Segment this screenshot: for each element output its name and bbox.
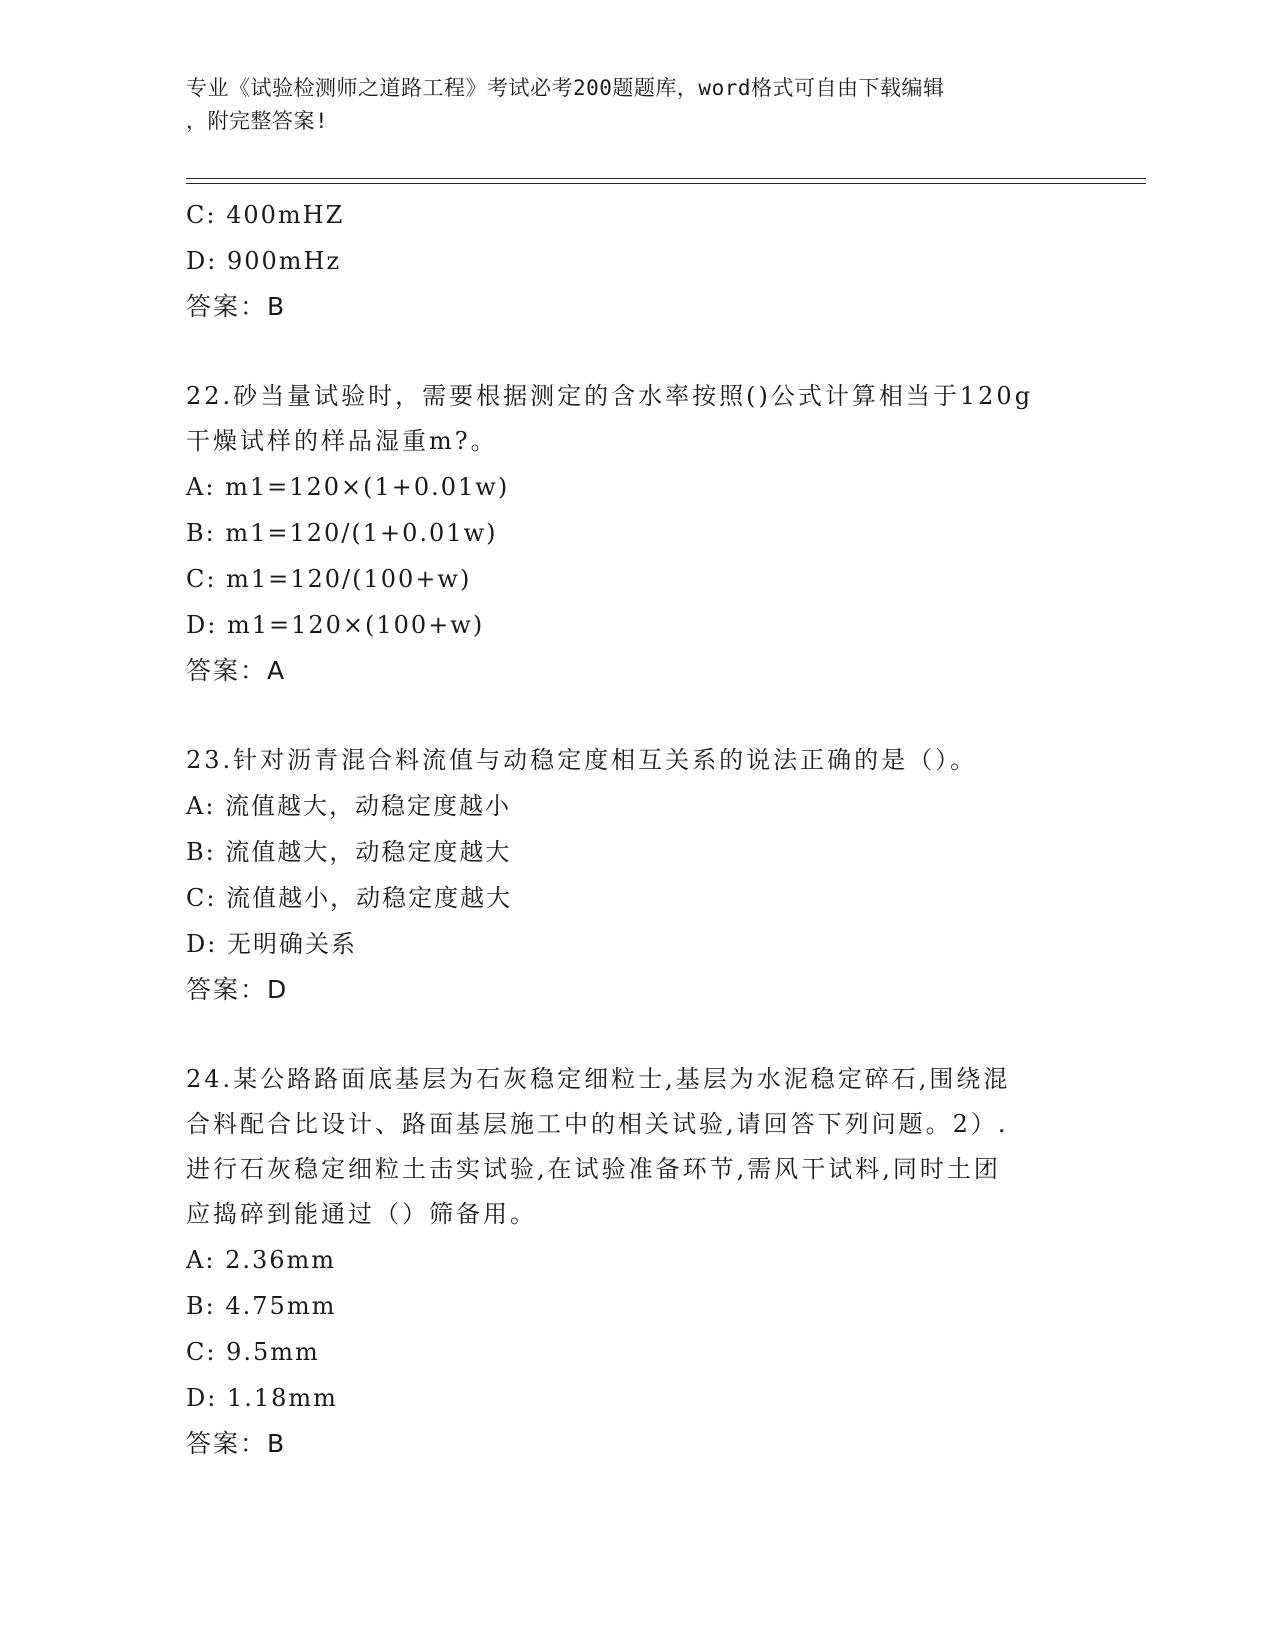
option-letter: B:	[186, 838, 216, 866]
option-letter: D:	[186, 247, 218, 275]
option-letter: A:	[186, 792, 216, 820]
stem-line: 干燥试样的样品湿重m?。	[186, 427, 498, 455]
question-stem	[186, 1057, 1086, 1237]
option-a	[186, 783, 1086, 829]
header-title-line-2: ，附完整答案!	[186, 109, 329, 133]
option-letter: C:	[186, 884, 217, 912]
question-stem	[186, 738, 1086, 783]
option-text: 400mHZ	[226, 201, 345, 229]
option-text: m1=120/(100+w)	[226, 565, 472, 593]
option-d	[186, 921, 1086, 967]
answer-line: 答案：B	[186, 1429, 287, 1458]
answer-line: 答案：B	[186, 292, 287, 321]
question-23	[186, 738, 1086, 1013]
question-stem	[186, 374, 1086, 464]
option-text: 2.36mm	[225, 1246, 337, 1274]
option-a	[186, 464, 1086, 510]
option-text: 流值越大，动稳定度越小	[225, 792, 512, 820]
answer-line: 答案：A	[186, 656, 287, 685]
option-letter: C:	[186, 565, 217, 593]
option-letter: D:	[186, 611, 218, 639]
question-content	[186, 192, 1086, 1467]
option-d	[186, 602, 1086, 648]
option-d	[186, 1375, 1086, 1421]
header-divider-secondary	[186, 183, 1146, 184]
option-c	[186, 1329, 1086, 1375]
option-letter: D:	[186, 930, 218, 958]
option-c	[186, 875, 1086, 921]
option-letter: A:	[186, 473, 216, 501]
stem-line: 24.某公路路面底基层为石灰稳定细粒士,基层为水泥稳定碎石,围绕混	[186, 1065, 1011, 1093]
option-letter: B:	[186, 1292, 216, 1320]
option-letter: C:	[186, 1338, 217, 1366]
option-letter: B:	[186, 519, 216, 547]
option-text: m1=120×(1+0.01w)	[225, 473, 510, 501]
page-header	[186, 72, 1086, 138]
option-text: 流值越大，动稳定度越大	[225, 838, 512, 866]
option-letter: D:	[186, 1384, 218, 1412]
option-text: 流值越小，动稳定度越大	[226, 884, 513, 912]
option-letter: A:	[186, 1246, 216, 1274]
option-b	[186, 510, 1086, 556]
option-text: 4.75mm	[225, 1292, 337, 1320]
option-d	[186, 238, 1086, 284]
stem-line: 合料配合比设计、路面基层施工中的相关试验,请回答下列问题。2）.	[186, 1110, 1009, 1138]
option-c	[186, 192, 1086, 238]
stem-line: 应捣碎到能通过（）筛备用。	[186, 1200, 537, 1228]
stem-line: 22.砂当量试验时，需要根据测定的含水率按照()公式计算相当于120g	[186, 382, 1034, 410]
option-b	[186, 1283, 1086, 1329]
question-24	[186, 1057, 1086, 1467]
answer-line: 答案：D	[186, 975, 289, 1004]
option-a	[186, 1237, 1086, 1283]
option-text: m1=120×(100+w)	[226, 611, 485, 639]
header-title-line-1: 专业《试验检测师之道路工程》考试必考200题题库，word格式可自由下载编辑	[186, 76, 945, 100]
previous-question-fragment	[186, 192, 1086, 330]
stem-line: 23.针对沥青混合料流值与动稳定度相互关系的说法正确的是（）。	[186, 746, 978, 774]
option-text: 900mHz	[226, 247, 342, 275]
option-text: 9.5mm	[226, 1338, 320, 1366]
option-text: m1=120/(1+0.01w)	[225, 519, 498, 547]
option-text: 无明确关系	[226, 930, 357, 958]
option-c	[186, 556, 1086, 602]
option-text: 1.18mm	[226, 1384, 338, 1412]
option-b	[186, 829, 1086, 875]
option-letter: C:	[186, 201, 217, 229]
header-divider	[186, 178, 1146, 179]
question-22	[186, 374, 1086, 694]
stem-line: 进行石灰稳定细粒土击实试验,在试验准备环节,需风干试料,同时土团	[186, 1155, 1001, 1183]
